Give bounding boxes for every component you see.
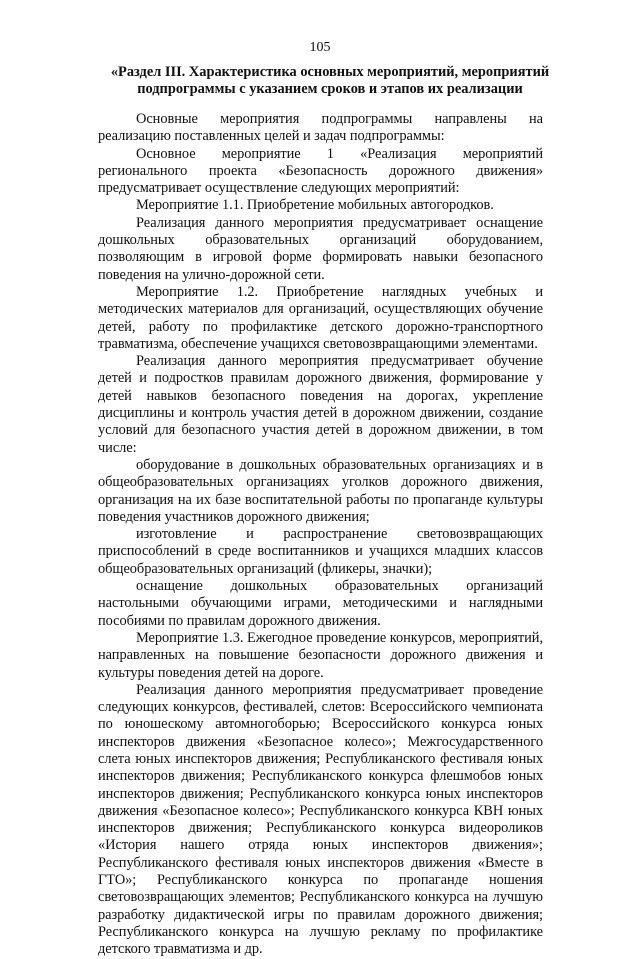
paragraph-activity-1-2: Мероприятие 1.2. Приобретение наглядных учебных и методических материалов для организаций, осуществляющих обучение детей, работу по профилактике детского дорожно-транспортного травматизма, обеспечение учащихся световозвращающими элементами. — [98, 283, 543, 352]
paragraph-main-activity-1: Основное мероприятие 1 «Реализация мероприятий регионального проекта «Безопасность дорожного движения» предусматривает осуществление следующих мероприятий: — [98, 145, 543, 197]
paragraph-list-item-equipment: оборудование в дошкольных образовательных организациях и в общеобразовательных организациях уголков дорожного движения, организация на их базе воспитательной работы по пропаганде культуры поведения участников дорожного движения; — [98, 456, 543, 525]
section-heading — [100, 64, 560, 98]
paragraph-intro: Основные мероприятия подпрограммы направлены на реализацию поставленных целей и задач подпрограммы: — [98, 111, 543, 145]
paragraph-activity-1-1-description: Реализация данного мероприятия предусматривает оснащение дошкольных образовательных организаций оборудованием, позволяющим в игровой форме формировать навыки безопасного поведения на улично-дорожной сети. — [98, 214, 543, 283]
section-heading-line-1: «Раздел III. Характеристика основных мероприятий, мероприятий — [110, 64, 550, 80]
paragraph-list-item-reflectors: изготовление и распространение световозвращающих приспособлений в среде воспитанников и учащихся младших классов общеобразовательных организаций (фликеры, значки); — [98, 526, 543, 577]
paragraph-activity-1-3: Мероприятие 1.3. Ежегодное проведение конкурсов, мероприятий, направленных на повышение безопасности дорожного движения и культуры поведения детей на дороге. — [98, 629, 543, 681]
paragraph-list-item-games: оснащение дошкольных образовательных организаций настольными обучающими играми, методическими и наглядными пособиями по правилам дорожного движения. — [98, 578, 543, 629]
page-number: 105 — [309, 40, 331, 55]
paragraph-activity-1-1: Мероприятие 1.1. Приобретение мобильных автогородков. — [136, 197, 494, 214]
section-heading-line-2: подпрограммы с указанием сроков и этапов их реализации — [137, 81, 523, 97]
paragraph-activity-1-3-description: Реализация данного мероприятия предусматривает проведение следующих конкурсов, фестивалей, слетов: Всероссийского чемпионата по юношескому автомногоборью; Всероссийского конкурса юных инспекторов движения «Безопасное колесо»; Межгосударственного слета юных инспекторов движения; Республиканского фестиваля юных инспекторов движения; Республиканского конкурса флешмобов юных инспекторов движения; Республиканского конкурса юных инспекторов движения «Безопасное колесо»; Республиканского конкурса КВН юных инспекторов движения; Республиканского конкурса видеороликов «История нашего отряда юных инспекторов движения»; Республиканского фестиваля юных инспекторов движения «Вместе в ГТО»; Республиканского конкурса по пропаганде ношения световозвращающих элементов; Республиканского конкурса на лучшую разработку дидактической игры по правилам дорожного движения; Республиканского конкурса на лучшую рекламу по профилактике детского травматизма и др. — [98, 681, 543, 958]
paragraph-activity-1-2-description: Реализация данного мероприятия предусматривает обучение детей и подростков правилам дорожного движения, формирование у детей навыков безопасного поведения на дорогах, укрепление дисциплины и контроль участия детей в дорожном движении, создание условий для безопасного участия детей в дорожном движении, в том числе: — [98, 353, 543, 456]
document-body — [98, 111, 543, 959]
